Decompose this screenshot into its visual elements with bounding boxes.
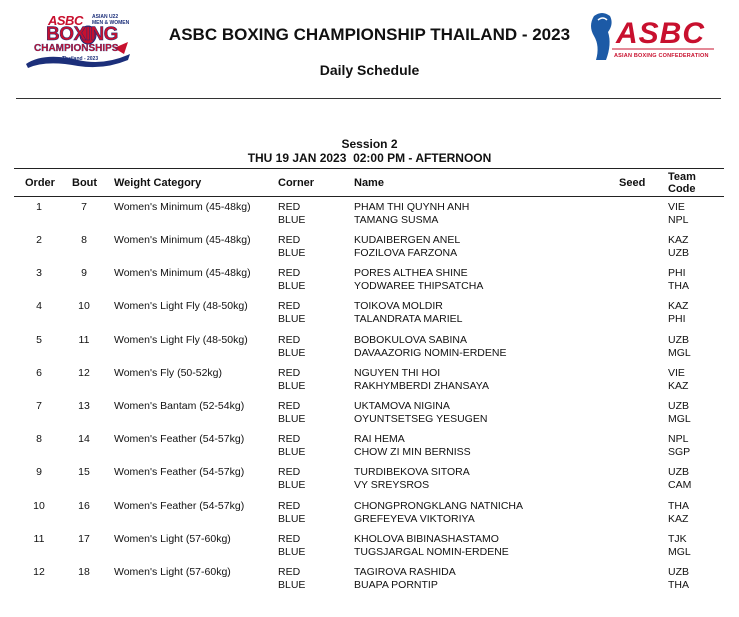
cell-corner <box>278 533 305 559</box>
cell-order <box>26 234 52 247</box>
cell-weight: Women's Light Fly (48-50kg) <box>114 300 248 312</box>
cell-weight: Women's Fly (50-52kg) <box>114 367 223 379</box>
cell-order: 7 <box>36 400 42 412</box>
cell-team <box>668 533 691 559</box>
cell-corner <box>278 234 305 260</box>
cell-corner_blue: BLUE <box>278 479 306 491</box>
table-row <box>0 566 739 599</box>
cell-team <box>668 267 689 293</box>
cell-name_blue: RAKHYMBERDI ZHANSAYA <box>354 380 489 392</box>
cell-weight <box>114 400 244 413</box>
cell-name_red: BOBOKULOVA SABINA <box>354 334 468 346</box>
cell-bout <box>72 466 96 479</box>
header-divider <box>16 98 721 99</box>
cell-corner_blue: BLUE <box>278 380 306 392</box>
cell-name <box>354 400 487 426</box>
cell-team <box>668 500 689 526</box>
cell-team_red: VIE <box>668 367 685 379</box>
cell-team <box>668 234 689 260</box>
logo-asian-text: ASIAN U22 MEN & WOMEN <box>92 14 130 26</box>
cell-order: 3 <box>36 267 42 279</box>
cell-team_blue: SGP <box>668 446 691 458</box>
cell-corner_red: RED <box>278 533 301 545</box>
cell-name_red: UKTAMOVA NIGINA <box>354 400 450 412</box>
col-weight: Weight Category <box>114 177 202 189</box>
cell-name <box>354 466 470 492</box>
cell-order: 10 <box>33 500 45 512</box>
cell-corner_red: RED <box>278 201 301 213</box>
cell-team_blue: CAM <box>668 479 692 491</box>
table-row <box>0 367 739 400</box>
cell-corner <box>278 367 305 393</box>
cell-name <box>354 433 471 459</box>
table-row <box>0 234 739 267</box>
cell-team <box>668 466 691 492</box>
cell-corner <box>278 300 305 326</box>
cell-team_red: PHI <box>668 267 686 279</box>
session-header <box>0 137 739 165</box>
cell-order: 9 <box>36 466 42 478</box>
cell-corner_blue: BLUE <box>278 413 306 425</box>
cell-corner_red: RED <box>278 234 301 246</box>
cell-name_blue: TAMANG SUSMA <box>354 214 439 226</box>
cell-bout <box>72 566 96 579</box>
cell-order <box>26 533 52 546</box>
cell-weight <box>114 201 251 214</box>
cell-name <box>354 334 506 360</box>
cell-bout: 9 <box>81 267 87 279</box>
cell-weight <box>114 433 244 446</box>
cell-name <box>354 533 509 559</box>
cell-name <box>354 201 469 227</box>
cell-bout <box>72 400 96 413</box>
table-row <box>0 267 739 300</box>
session-datetime: THU 19 JAN 2023 02:00 PM - AFTERNOON <box>247 151 492 165</box>
logo-confederation-text: ASIAN BOXING CONFEDERATION <box>614 53 709 59</box>
table-row <box>0 466 739 499</box>
cell-order <box>26 267 52 280</box>
cell-corner_blue: BLUE <box>278 280 306 292</box>
cell-team <box>668 334 691 360</box>
cell-bout: 10 <box>78 300 90 312</box>
cell-name_red: KUDAIBERGEN ANEL <box>354 234 461 246</box>
cell-bout <box>72 201 96 214</box>
cell-weight: Women's Light (57-60kg) <box>114 566 231 578</box>
cell-weight <box>114 334 248 347</box>
cell-corner <box>278 201 305 227</box>
cell-weight: Women's Minimum (45-48kg) <box>114 201 251 213</box>
logo-asbc-wordmark: ASBC <box>616 17 706 50</box>
logo-boxing-text: BOXING <box>46 24 118 45</box>
cell-bout: 17 <box>78 533 90 545</box>
cell-corner_blue: BLUE <box>278 247 306 259</box>
cell-name_blue: GREFEYEVA VIKTORIYA <box>354 513 475 525</box>
cell-weight <box>114 566 231 579</box>
cell-bout: 16 <box>78 500 90 512</box>
cell-weight: Women's Minimum (45-48kg) <box>114 234 251 246</box>
confederation-logo <box>588 10 716 66</box>
cell-name_red: TOIKOVA MOLDIR <box>354 300 443 312</box>
cell-corner_red: RED <box>278 400 301 412</box>
cell-order <box>26 334 52 347</box>
cell-bout: 11 <box>78 334 90 346</box>
col-bout: Bout <box>72 177 98 189</box>
cell-team_blue: THA <box>668 579 689 591</box>
cell-team <box>668 566 689 592</box>
cell-team_red: KAZ <box>668 300 689 312</box>
cell-order <box>26 300 52 313</box>
cell-name_red: KHOLOVA BIBINASHASTAMO <box>354 533 499 545</box>
cell-name_red: NGUYEN THI HOI <box>354 367 441 379</box>
cell-weight <box>114 300 248 313</box>
cell-name_red: RAI HEMA <box>354 433 405 445</box>
cell-corner_blue: BLUE <box>278 347 306 359</box>
cell-team_blue: KAZ <box>668 380 689 392</box>
cell-name <box>354 300 463 326</box>
cell-team <box>668 367 688 393</box>
table-row <box>0 533 739 566</box>
cell-weight <box>114 500 244 513</box>
cell-corner <box>278 433 305 459</box>
cell-weight: Women's Feather (54-57kg) <box>114 500 245 512</box>
cell-bout: 8 <box>81 234 87 246</box>
col-team-line2: Code <box>668 183 696 195</box>
logo-sub-text: Thailand - 2023 <box>62 56 99 62</box>
cell-name_red: PHAM THI QUYNH ANH <box>354 201 470 213</box>
cell-corner_red: RED <box>278 334 301 346</box>
cell-team_blue: THA <box>668 280 689 292</box>
cell-team_blue: MGL <box>668 413 691 425</box>
cell-corner_red: RED <box>278 566 301 578</box>
cell-corner_red: RED <box>278 300 301 312</box>
cell-corner <box>278 334 305 360</box>
cell-corner_blue: BLUE <box>278 313 306 325</box>
table-row <box>0 334 739 367</box>
cell-name <box>354 234 460 260</box>
cell-corner_red: RED <box>278 367 301 379</box>
cell-weight: Women's Light (57-60kg) <box>114 533 231 545</box>
cell-weight: Women's Light Fly (48-50kg) <box>114 334 248 346</box>
cell-team_blue: PHI <box>668 313 686 325</box>
cell-bout: 13 <box>78 400 90 412</box>
cell-team_red: UZB <box>668 334 689 346</box>
cell-team_red: VIE <box>668 201 685 213</box>
cell-corner <box>278 400 305 426</box>
cell-order <box>26 433 52 446</box>
cell-corner_red: RED <box>278 267 301 279</box>
cell-order <box>26 566 52 579</box>
cell-corner_blue: BLUE <box>278 579 306 591</box>
cell-corner <box>278 267 305 293</box>
cell-name <box>354 267 483 293</box>
cell-weight <box>114 234 251 247</box>
col-team-line1: Team <box>668 171 696 183</box>
logo-championships-text: CHAMPIONSHIPS <box>34 43 119 54</box>
cell-team_red: UZB <box>668 566 689 578</box>
cell-order: 4 <box>36 300 42 312</box>
cell-name_blue: DAVAAZORIG NOMIN-ERDENE <box>354 347 507 359</box>
cell-name_blue: YODWAREE THIPSATCHA <box>354 280 484 292</box>
cell-team_blue: MGL <box>668 546 691 558</box>
cell-bout: 15 <box>78 466 90 478</box>
cell-team_red: KAZ <box>668 234 689 246</box>
cell-name_red: TURDIBEKOVA SITORA <box>354 466 470 478</box>
cell-order: 5 <box>36 334 42 346</box>
cell-corner_red: RED <box>278 433 301 445</box>
cell-name_red: PORES ALTHEA SHINE <box>354 267 468 279</box>
cell-order: 2 <box>36 234 42 246</box>
table-row <box>0 400 739 433</box>
session-name: Session 2 <box>341 137 398 151</box>
cell-weight <box>114 533 231 546</box>
cell-weight <box>114 367 222 380</box>
cell-team_blue: KAZ <box>668 513 689 525</box>
cell-corner_blue: BLUE <box>278 513 306 525</box>
cell-corner_blue: BLUE <box>278 546 306 558</box>
cell-team <box>668 300 688 326</box>
cell-bout <box>72 300 96 313</box>
table-header <box>14 168 724 197</box>
col-seed: Seed <box>619 177 646 189</box>
cell-order: 1 <box>36 201 42 213</box>
cell-order <box>26 466 52 479</box>
cell-name_blue: FOZILOVA FARZONA <box>354 247 458 259</box>
cell-name <box>354 500 523 526</box>
cell-bout <box>72 267 96 280</box>
col-order: Order <box>25 177 55 189</box>
cell-team_blue: UZB <box>668 247 689 259</box>
cell-corner <box>278 500 305 526</box>
cell-weight <box>114 466 244 479</box>
cell-bout: 18 <box>78 566 90 578</box>
cell-team <box>668 201 688 227</box>
cell-name_blue: TALANDRATA MARIEL <box>354 313 463 325</box>
cell-weight: Women's Feather (54-57kg) <box>114 433 245 445</box>
table-row <box>0 433 739 466</box>
table-row <box>0 500 739 533</box>
col-corner: Corner <box>278 177 315 189</box>
cell-name_red: CHONGPRONGKLANG NATNICHA <box>354 500 523 512</box>
cell-corner_blue: BLUE <box>278 214 306 226</box>
cell-order: 8 <box>36 433 42 445</box>
logo-asbc-text: ASBC <box>48 13 83 28</box>
cell-name_blue: OYUNTSETSEG YESUGEN <box>354 413 488 425</box>
cell-name_blue: VY SREYSROS <box>354 479 430 491</box>
cell-order: 11 <box>33 533 45 545</box>
cell-weight: Women's Feather (54-57kg) <box>114 466 245 478</box>
cell-order <box>26 400 52 413</box>
cell-order <box>26 201 52 214</box>
cell-name <box>354 566 456 592</box>
cell-order <box>26 500 52 513</box>
table-row <box>0 201 739 234</box>
cell-corner_blue: BLUE <box>278 446 306 458</box>
cell-weight: Women's Minimum (45-48kg) <box>114 267 251 279</box>
cell-bout <box>72 367 96 380</box>
cell-weight <box>114 267 251 280</box>
cell-bout <box>72 334 96 347</box>
cell-corner <box>278 566 305 592</box>
cell-name_blue: BUAPA PORNTIP <box>354 579 438 591</box>
table-row <box>0 300 739 333</box>
cell-team_red: UZB <box>668 466 689 478</box>
cell-bout: 7 <box>81 201 87 213</box>
col-team-code <box>668 171 696 195</box>
cell-bout <box>72 500 96 513</box>
cell-team_red: TJK <box>668 533 687 545</box>
cell-corner <box>278 466 305 492</box>
cell-order <box>26 367 52 380</box>
cell-team_red: UZB <box>668 400 689 412</box>
cell-team <box>668 400 691 426</box>
cell-bout: 12 <box>78 367 90 379</box>
cell-team_blue: NPL <box>668 214 689 226</box>
cell-bout: 14 <box>78 433 90 445</box>
cell-bout <box>72 533 96 546</box>
cell-corner_red: RED <box>278 466 301 478</box>
cell-bout <box>72 433 96 446</box>
cell-team_red: NPL <box>668 433 689 445</box>
cell-team_red: THA <box>668 500 689 512</box>
cell-name <box>354 367 489 393</box>
page-subtitle: Daily Schedule <box>319 62 420 78</box>
cell-order: 12 <box>33 566 45 578</box>
cell-weight: Women's Bantam (52-54kg) <box>114 400 245 412</box>
cell-name_blue: CHOW ZI MIN BERNISS <box>354 446 471 458</box>
cell-name_red: TAGIROVA RASHIDA <box>354 566 456 578</box>
cell-team_blue: MGL <box>668 347 691 359</box>
col-name: Name <box>354 177 384 189</box>
cell-bout <box>72 234 96 247</box>
cell-order: 6 <box>36 367 42 379</box>
page-title: ASBC BOXING CHAMPIONSHIP THAILAND - 2023 <box>168 25 571 44</box>
cell-corner_red: RED <box>278 500 301 512</box>
cell-name_blue: TUGSJARGAL NOMIN-ERDENE <box>354 546 509 558</box>
cell-team <box>668 433 690 459</box>
